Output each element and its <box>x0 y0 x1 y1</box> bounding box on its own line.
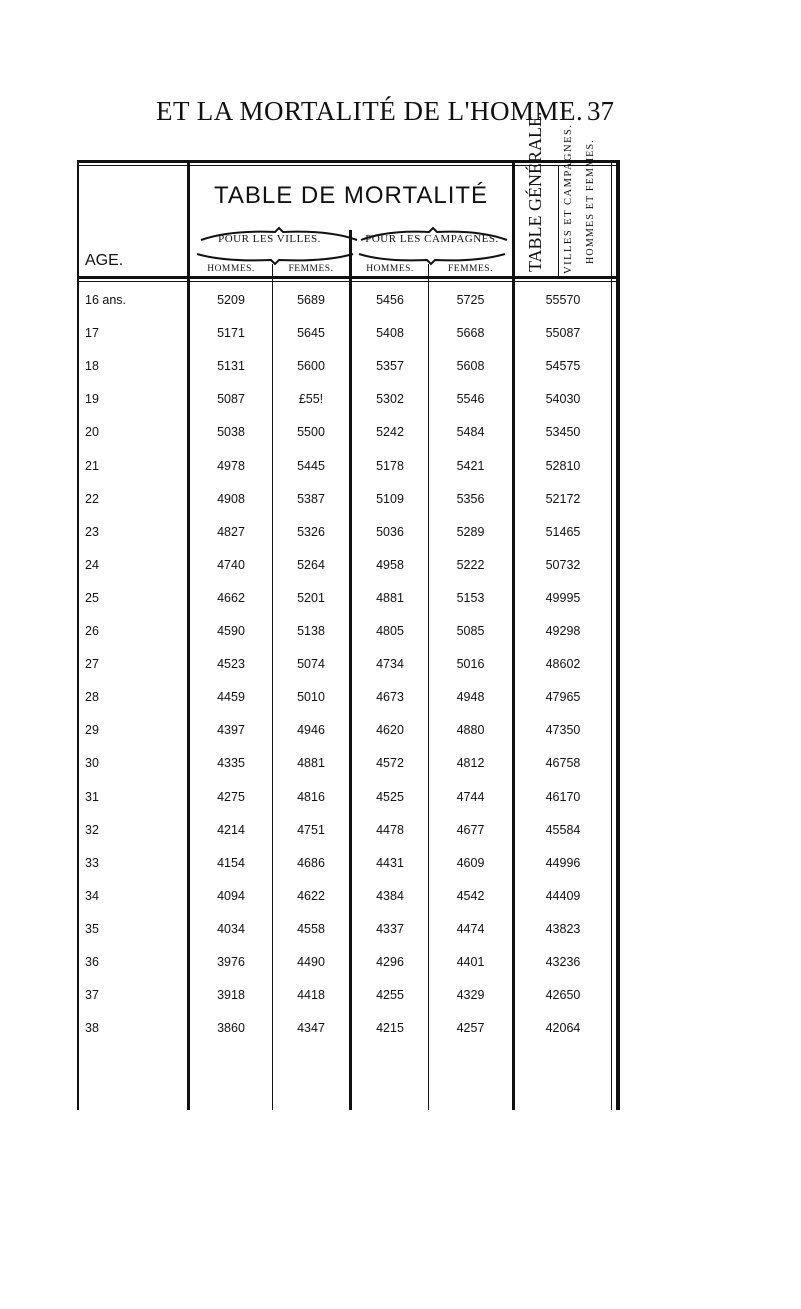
cell-general: 54575 <box>545 359 581 374</box>
cell-age: 23 <box>85 524 99 539</box>
header-villes-hommes: HOMMES. <box>207 264 255 274</box>
cell-general: 50732 <box>545 557 581 572</box>
cell-villes-hommes: 4214 <box>217 822 245 837</box>
cell-campagnes-hommes: 4431 <box>376 855 404 870</box>
cell-villes-hommes: 3976 <box>217 955 245 969</box>
cell-campagnes-femmes: 5608 <box>456 359 485 374</box>
cell-campagnes-femmes: 5016 <box>456 657 485 672</box>
cell-campagnes-femmes: 5725 <box>456 293 485 307</box>
cell-campagnes-femmes: 4948 <box>456 690 485 705</box>
cell-villes-hommes: 4154 <box>217 855 245 870</box>
right-border <box>616 160 620 1110</box>
cell-villes-femmes: 4751 <box>297 822 325 837</box>
cell-villes-hommes: 4590 <box>217 624 245 638</box>
cell-age: 31 <box>85 789 99 804</box>
cell-villes-femmes: 5600 <box>297 359 325 374</box>
cell-campagnes-hommes: 5357 <box>376 359 404 374</box>
divider-villes-sexes <box>272 264 273 1110</box>
cell-villes-femmes: 5445 <box>297 458 325 473</box>
cell-age: 24 <box>85 557 99 572</box>
cell-villes-femmes: 5010 <box>297 690 325 705</box>
mortality-title: TABLE DE MORTALITÉ <box>213 182 489 209</box>
cell-campagnes-femmes: 5421 <box>456 458 485 473</box>
cell-campagnes-hommes: 4572 <box>376 756 404 771</box>
cell-villes-femmes: £55! <box>298 392 324 407</box>
cell-age: 20 <box>85 425 99 440</box>
cell-age: 35 <box>85 921 99 936</box>
cell-campagnes-hommes: 4881 <box>376 590 404 605</box>
brace-campagnes-sexes <box>357 252 507 264</box>
running-title: ET LA MORTALITÉ DE L'HOMME. <box>156 96 584 126</box>
cell-campagnes-hommes: 4525 <box>376 789 404 804</box>
cell-general: 51465 <box>545 524 581 539</box>
cell-campagnes-femmes: 5085 <box>456 624 485 638</box>
cell-villes-hommes: 4662 <box>217 590 245 605</box>
cell-general: 52810 <box>545 458 581 473</box>
cell-general: 46758 <box>545 756 581 771</box>
cell-villes-hommes: 4523 <box>217 657 245 672</box>
cell-age: 37 <box>85 988 99 1003</box>
cell-general: 55087 <box>545 326 581 341</box>
cell-age: 18 <box>85 359 99 374</box>
cell-age: 22 <box>85 491 99 506</box>
cell-campagnes-femmes: 5222 <box>456 557 485 572</box>
cell-villes-femmes: 5138 <box>297 624 325 638</box>
cell-general: 55570 <box>545 293 581 307</box>
cell-villes-hommes: 5087 <box>217 392 245 407</box>
cell-campagnes-hommes: 4734 <box>376 657 404 672</box>
cell-villes-femmes: 5264 <box>297 557 325 572</box>
cell-general: 43236 <box>545 955 581 969</box>
cell-villes-femmes: 4816 <box>297 789 325 804</box>
cell-age: 33 <box>85 855 99 870</box>
age-header: AGE. <box>85 252 124 269</box>
cell-general: 47350 <box>545 723 581 738</box>
cell-villes-femmes: 5326 <box>297 524 325 539</box>
cell-villes-hommes: 3860 <box>217 1021 245 1036</box>
cell-villes-femmes: 4347 <box>297 1021 325 1036</box>
cell-villes-hommes: 4275 <box>217 789 245 804</box>
cell-villes-femmes: 5387 <box>297 491 325 506</box>
cell-villes-hommes: 3918 <box>217 988 245 1003</box>
header-campagnes: POUR LES CAMPAGNES. <box>365 233 499 245</box>
cell-campagnes-femmes: 4474 <box>456 921 485 936</box>
cell-campagnes-femmes: 4609 <box>456 855 485 870</box>
cell-villes-hommes: 4335 <box>217 756 245 771</box>
cell-general: 54030 <box>545 392 581 407</box>
cell-age: 17 <box>85 326 99 341</box>
cell-campagnes-hommes: 5036 <box>376 524 404 539</box>
cell-villes-femmes: 4946 <box>297 723 325 738</box>
cell-villes-femmes: 5689 <box>297 293 325 307</box>
cell-villes-hommes: 4740 <box>217 557 245 572</box>
right-border-inner <box>611 160 612 1110</box>
cell-campagnes-hommes: 4673 <box>376 690 404 705</box>
divider-campagnes-sexes <box>428 264 429 1110</box>
cell-campagnes-hommes: 5302 <box>376 392 404 407</box>
cell-age: 38 <box>85 1021 99 1036</box>
cell-age: 29 <box>85 723 99 738</box>
cell-villes-hommes: 4094 <box>217 888 245 903</box>
divider-general-subtitles <box>558 166 559 276</box>
cell-villes-hommes: 5209 <box>217 293 245 307</box>
cell-age: 32 <box>85 822 99 837</box>
cell-villes-femmes: 5074 <box>297 657 325 672</box>
cell-general: 49298 <box>545 624 581 638</box>
cell-campagnes-femmes: 4257 <box>456 1021 485 1036</box>
cell-villes-hommes: 4397 <box>217 723 245 738</box>
cell-age: 26 <box>85 624 99 638</box>
cell-general: 48602 <box>545 657 581 672</box>
cell-campagnes-hommes: 4958 <box>376 557 404 572</box>
cell-general: 53450 <box>545 425 581 440</box>
cell-villes-hommes: 4978 <box>217 458 245 473</box>
cell-age: 19 <box>85 392 99 407</box>
running-head <box>0 96 801 136</box>
cell-villes-femmes: 5201 <box>297 590 325 605</box>
cell-villes-femmes: 4622 <box>297 888 325 903</box>
cell-villes-hommes: 4459 <box>217 690 245 705</box>
header-campagnes-femmes: FEMMES. <box>448 264 493 274</box>
cell-age: 36 <box>85 955 99 969</box>
cell-campagnes-femmes: 5356 <box>456 491 485 506</box>
cell-general: 46170 <box>545 789 581 804</box>
cell-campagnes-hommes: 4255 <box>376 988 404 1003</box>
cell-age: 27 <box>85 657 99 672</box>
cell-campagnes-femmes: 4677 <box>456 822 485 837</box>
cell-campagnes-femmes: 4744 <box>456 789 485 804</box>
left-border <box>77 160 79 1110</box>
cell-general: 47965 <box>545 690 581 705</box>
cell-age: 34 <box>85 888 99 903</box>
cell-villes-hommes: 4827 <box>217 524 245 539</box>
cell-campagnes-hommes: 5242 <box>376 425 404 440</box>
cell-campagnes-hommes: 5408 <box>376 326 404 341</box>
page-number: 37 <box>587 96 614 126</box>
cell-villes-hommes: 5171 <box>217 326 245 341</box>
cell-age: 28 <box>85 690 99 705</box>
cell-campagnes-femmes: 5153 <box>456 590 485 605</box>
cell-campagnes-femmes: 5546 <box>456 392 485 407</box>
cell-campagnes-femmes: 4329 <box>456 988 485 1003</box>
cell-villes-hommes: 4908 <box>217 491 245 506</box>
header-general-sub2: HOMMES ET FEMMES. <box>585 139 596 264</box>
cell-campagnes-hommes: 5109 <box>376 491 404 506</box>
cell-campagnes-femmes: 4542 <box>456 888 485 903</box>
cell-general: 42650 <box>545 988 581 1003</box>
cell-villes-femmes: 4686 <box>297 855 325 870</box>
cell-villes-hommes: 5131 <box>217 359 245 374</box>
cell-villes-femmes: 5645 <box>297 326 325 341</box>
cell-campagnes-femmes: 4812 <box>456 756 485 771</box>
cell-villes-femmes: 4558 <box>297 921 325 936</box>
brace-villes-sexes <box>195 252 355 264</box>
cell-campagnes-hommes: 5456 <box>376 293 404 307</box>
cell-villes-hommes: 5038 <box>217 425 245 440</box>
cell-general: 49995 <box>545 590 581 605</box>
cell-general: 43823 <box>545 921 581 936</box>
cell-campagnes-hommes: 5178 <box>376 458 404 473</box>
cell-age: 16 ans. <box>85 293 127 307</box>
cell-villes-femmes: 4881 <box>297 756 325 771</box>
cell-villes-femmes: 4490 <box>297 955 325 969</box>
cell-campagnes-hommes: 4805 <box>376 624 404 638</box>
cell-campagnes-femmes: 4880 <box>456 723 485 738</box>
cell-campagnes-hommes: 4215 <box>376 1021 404 1036</box>
cell-campagnes-femmes: 5484 <box>456 425 485 440</box>
header-campagnes-hommes: HOMMES. <box>366 264 414 274</box>
cell-campagnes-femmes: 5668 <box>456 326 485 341</box>
cell-general: 44409 <box>545 888 581 903</box>
cell-campagnes-hommes: 4384 <box>376 888 404 903</box>
cell-general: 52172 <box>545 491 581 506</box>
cell-villes-femmes: 4418 <box>297 988 325 1003</box>
header-general-sub1: VILLES ET CAMPAGNES. <box>563 123 574 274</box>
cell-campagnes-hommes: 4296 <box>376 955 404 969</box>
cell-age: 21 <box>85 458 99 473</box>
cell-age: 30 <box>85 756 99 771</box>
cell-general: 42064 <box>545 1021 581 1036</box>
header-villes: POUR LES VILLES. <box>218 233 321 245</box>
cell-campagnes-hommes: 4478 <box>376 822 404 837</box>
cell-villes-hommes: 4034 <box>217 921 245 936</box>
header-general-title: TABLE GÉNÉRALE. <box>525 111 545 272</box>
cell-campagnes-femmes: 4401 <box>456 955 485 969</box>
cell-campagnes-hommes: 4337 <box>376 921 404 936</box>
cell-general: 45584 <box>545 822 581 837</box>
header-villes-femmes: FEMMES. <box>288 264 334 274</box>
cell-campagnes-hommes: 4620 <box>376 723 404 738</box>
cell-age: 25 <box>85 590 99 605</box>
cell-campagnes-femmes: 5289 <box>456 524 485 539</box>
cell-general: 44996 <box>545 855 581 870</box>
cell-villes-femmes: 5500 <box>297 425 325 440</box>
